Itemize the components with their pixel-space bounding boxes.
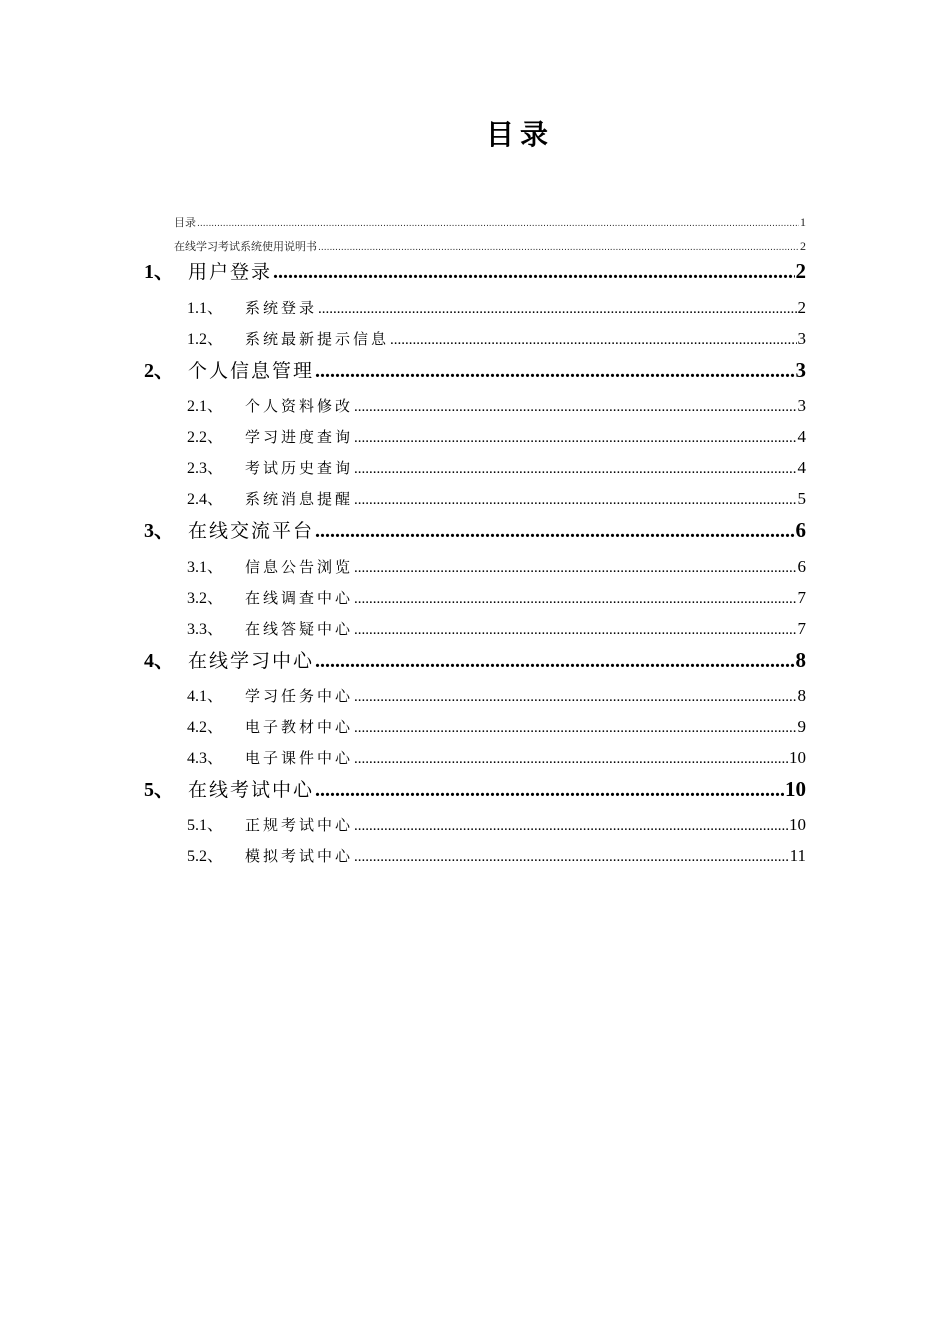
toc-page-number: 11 <box>789 846 806 865</box>
dot-leader <box>315 779 784 802</box>
chapter-title: 在线交流平台 <box>188 520 315 542</box>
toc-section-2-3[interactable] <box>187 455 806 478</box>
toc-section-3-2[interactable] <box>187 585 806 608</box>
dot-leader <box>390 332 796 349</box>
dot-leader <box>315 650 794 673</box>
toc-page-number: 1 <box>800 215 806 229</box>
chapter-number: 2、 <box>144 360 174 382</box>
section-title: 学习任务中心 <box>245 687 354 705</box>
section-number: 1.1、 <box>187 300 224 317</box>
section-number: 4.2、 <box>187 719 224 736</box>
section-number: 3.2、 <box>187 590 224 607</box>
toc-section-1-1[interactable] <box>187 295 806 318</box>
toc-page-number: 3 <box>795 358 806 382</box>
dot-leader <box>354 849 789 866</box>
dot-leader <box>315 520 794 543</box>
chapter-number: 4、 <box>144 650 174 672</box>
toc-page-number: 9 <box>797 717 806 736</box>
section-title: 系统登录 <box>245 299 318 317</box>
toc-section-1-2[interactable] <box>187 326 806 349</box>
toc-section-3-3[interactable] <box>187 616 806 639</box>
section-number: 1.2、 <box>187 331 224 348</box>
toc-page-number: 5 <box>797 489 806 508</box>
toc-section-4-2[interactable] <box>187 714 806 737</box>
section-number: 2.4、 <box>187 491 224 508</box>
toc-section-4-3[interactable] <box>187 745 806 768</box>
toc-page-number: 10 <box>789 815 806 834</box>
toc-page-number: 3 <box>797 396 806 415</box>
chapter-title: 用户登录 <box>188 261 273 283</box>
toc-section-5-1[interactable] <box>187 812 806 835</box>
section-title: 信息公告浏览 <box>245 558 354 576</box>
chapter-title: 在线学习中心 <box>188 650 315 672</box>
dot-leader <box>354 399 796 416</box>
chapter-title: 个人信息管理 <box>188 360 315 382</box>
section-number: 4.1、 <box>187 688 224 705</box>
toc-entry-contents[interactable] <box>174 214 806 230</box>
chapter-number: 5、 <box>144 779 174 801</box>
toc-chapter-4[interactable] <box>144 644 806 673</box>
toc-page-number: 7 <box>797 588 806 607</box>
section-title: 正规考试中心 <box>245 816 354 834</box>
toc-chapter-3[interactable] <box>144 514 806 543</box>
dot-leader <box>354 591 796 608</box>
dot-leader <box>354 720 796 737</box>
section-number: 3.3、 <box>187 621 224 638</box>
dot-leader <box>318 301 796 318</box>
dot-leader <box>354 492 796 509</box>
toc-chapter-1[interactable] <box>144 255 806 284</box>
toc-chapter-5[interactable] <box>144 773 806 802</box>
section-title: 系统消息提醒 <box>245 490 354 508</box>
toc-section-2-4[interactable] <box>187 486 806 509</box>
section-title: 在线答疑中心 <box>245 620 354 638</box>
section-title: 考试历史查询 <box>245 459 354 477</box>
dot-leader <box>354 560 796 577</box>
dot-leader <box>354 461 796 478</box>
toc-entry-title: 在线学习考试系统使用说明书 <box>174 240 317 253</box>
toc-section-3-1[interactable] <box>187 554 806 577</box>
section-number: 2.2、 <box>187 429 224 446</box>
chapter-number: 3、 <box>144 520 174 542</box>
section-number: 4.3、 <box>187 750 224 767</box>
page-title: 目录 <box>485 118 554 151</box>
toc-page-number: 6 <box>797 557 806 576</box>
dot-leader <box>315 360 794 383</box>
dot-leader <box>354 818 788 835</box>
dot-leader <box>354 689 796 706</box>
toc-entry-manual[interactable] <box>174 238 806 254</box>
toc-page-number: 10 <box>785 777 806 801</box>
toc-page-number: 6 <box>795 518 806 542</box>
section-title: 个人资料修改 <box>245 397 354 415</box>
section-title: 学习进度查询 <box>245 428 354 446</box>
toc-page-number: 2 <box>795 259 806 283</box>
toc-section-2-1[interactable] <box>187 393 806 416</box>
section-title: 系统最新提示信息 <box>245 330 390 348</box>
toc-page-number: 8 <box>795 648 806 672</box>
toc-page-number: 3 <box>797 329 806 348</box>
section-title: 模拟考试中心 <box>245 847 354 865</box>
dot-leader <box>354 430 796 447</box>
toc-page-number: 8 <box>797 686 806 705</box>
dot-leader <box>197 219 799 229</box>
toc-section-5-2[interactable] <box>187 843 806 866</box>
toc-section-2-2[interactable] <box>187 424 806 447</box>
section-number: 2.3、 <box>187 460 224 477</box>
section-title: 电子课件中心 <box>245 749 354 767</box>
chapter-number: 1、 <box>144 261 174 283</box>
section-number: 5.2、 <box>187 848 224 865</box>
section-number: 5.1、 <box>187 817 224 834</box>
toc-section-4-1[interactable] <box>187 683 806 706</box>
toc-entry-title: 目录 <box>174 216 196 229</box>
section-number: 2.1、 <box>187 398 224 415</box>
toc-chapter-2[interactable] <box>144 354 806 383</box>
toc-page-number: 2 <box>797 298 806 317</box>
dot-leader <box>354 751 788 768</box>
chapter-title: 在线考试中心 <box>188 779 315 801</box>
toc-page-number: 2 <box>800 239 806 253</box>
toc-page-number: 4 <box>797 427 806 446</box>
toc-page-number: 4 <box>797 458 806 477</box>
dot-leader <box>273 261 794 284</box>
dot-leader <box>354 622 796 639</box>
section-number: 3.1、 <box>187 559 224 576</box>
dot-leader <box>318 243 799 253</box>
section-title: 电子教材中心 <box>245 718 354 736</box>
toc-page-number: 10 <box>789 748 806 767</box>
section-title: 在线调查中心 <box>245 589 354 607</box>
toc-page-number: 7 <box>797 619 806 638</box>
